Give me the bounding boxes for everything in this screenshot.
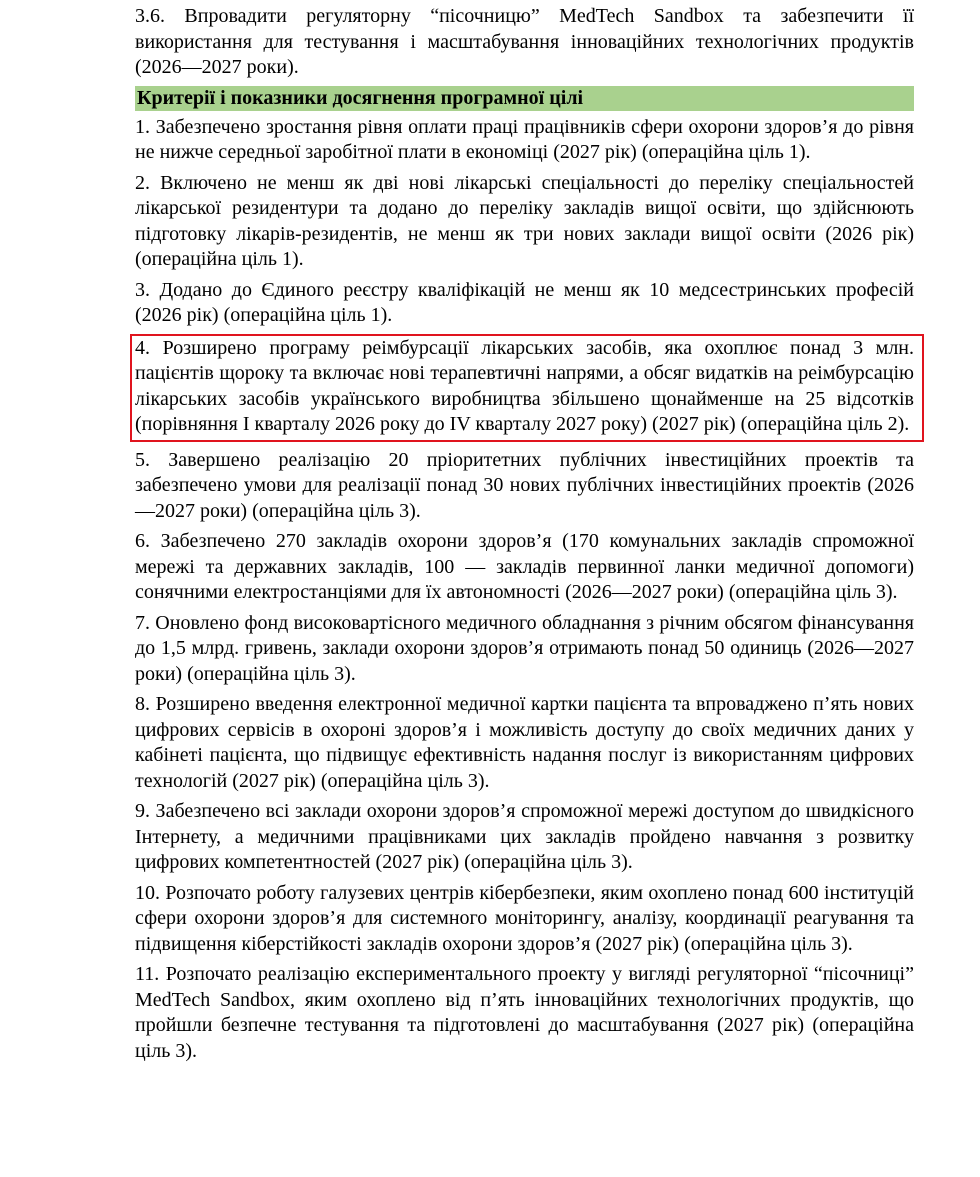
criterion-2: 2. Включено не менш як дві нові лікарські спеціальності до переліку спеціальностей лікарської резидентури та додано до переліку закладів вищої освіти, що здійснюють підготовку лікарів-резидентів, не менш як три нових заклади вищої освіти (2026 рік) (операційна ціль 1). [135,171,914,270]
criterion-8: 8. Розширено введення електронної медичної картки пацієнта та впроваджено п’ять нових цифрових сервісів в охороні здоров’я і можливість доступу до своїх медичних даних у кабінеті пацієнта, що підвищує ефективність надання послуг із використанням цифрових технологій (2027 рік) (операційна ціль 3). [135,693,914,792]
criterion-11: 11. Розпочато реалізацію експериментального проекту у вигляді регуляторної “пісочниці” MedTech Sandbox, яким охоплено від п’ять інноваційних технологічних продуктів, що пройшли безпечне тестування та підготовлені до масштабування (2027 рік) (операційна ціль 3). [135,963,914,1062]
criterion-6: 6. Забезпечено 270 закладів охорони здоров’я (170 комунальних закладів спроможної мережі та державних закладів, 100 — закладів первинної ланки медичної допомоги) сонячними електростанціями для їх автономності (2026—2027 роки) (операційна ціль 3). [135,530,914,603]
criterion-4: 4. Розширено програму реімбурсації лікарських засобів, яка охоплює понад 3 млн. пацієнтів щороку та включає нові терапевтичні напрями, а обсяг видатків на реімбурсацію лікарських засобів українського виробництва збільшено щонайменше на 25 відсотків (порівняння I кварталу 2026 року до IV кварталу 2027 року) (2027 рік) (операційна ціль 2). [135,336,914,435]
criterion-5: 5. Завершено реалізацію 20 пріоритетних публічних інвестиційних проектів та забезпечено умови для реалізації понад 30 нових публічних інвестиційних проектів (2026—2027 роки) (операційна ціль 3). [135,448,914,522]
criterion-10: 10. Розпочато роботу галузевих центрів кібербезпеки, яким охоплено понад 600 інституцій сфери охорони здоров’я для системного моніторингу, аналізу, координації реагування та підвищення кіберстійкості закладів охорони здоров’я (2027 рік) (операційна ціль 3). [135,881,914,955]
criterion-9: 9. Забезпечено всі заклади охорони здоров’я спроможної мережі доступом до швидкісного Інтернету, а медичними працівниками цих закладів пройдено навчання з розвитку цифрових компетентностей (2027 рік) (операційна ціль 3). [135,800,914,873]
criterion-1: 1. Забезпечено зростання рівня оплати праці працівників сфери охорони здоров’я до рівня не нижче середньої заробітної плати в економіці (2027 рік) (операційна ціль 1). [135,115,914,163]
intro-paragraph: 3.6. Впровадити регуляторну “пісочницю” MedTech Sandbox та забезпечити її використання для тестування і масштабування інноваційних технологічних продуктів (2026—2027 роки). [135,5,914,78]
document-page [135,4,914,1069]
highlight-box [130,334,924,442]
criterion-7: 7. Оновлено фонд високовартісного медичного обладнання з річним обсягом фінансування до 1,5 млрд. гривень, заклади охорони здоров’я отримають понад 50 одиниць (2026—2027 роки) (операційна ціль 3). [135,611,914,685]
criterion-3: 3. Додано до Єдиного реєстру кваліфікацій не менш як 10 медсестринських професій (2026 рік) (операційна ціль 1). [135,278,914,326]
section-title: Критерії і показники досягнення програмної цілі [135,86,914,111]
